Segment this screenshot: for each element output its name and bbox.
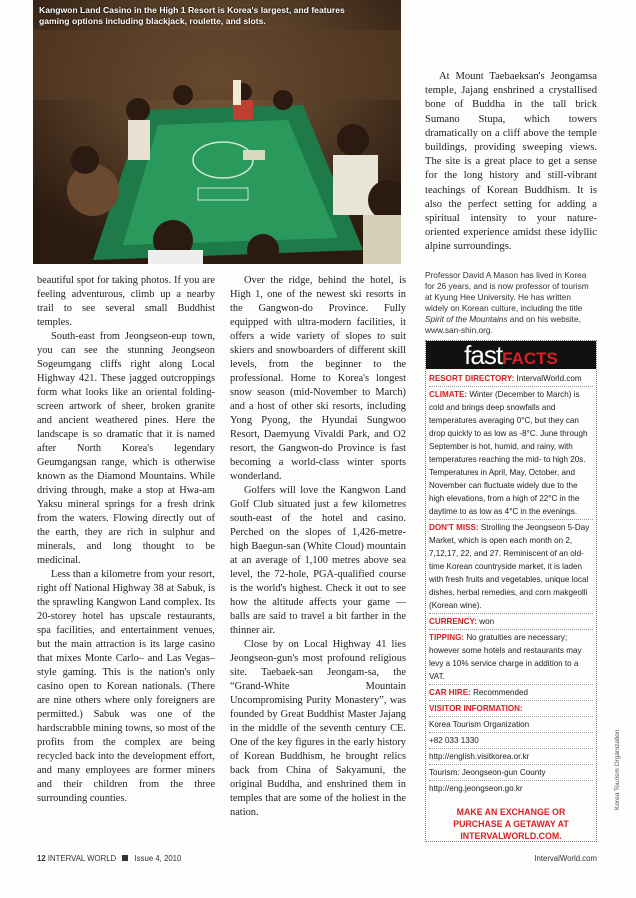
fast-facts-header [426,341,596,369]
resort-directory-value: IntervalWorld.com [516,374,582,383]
car-hire-label: CAR HIRE: [429,688,471,697]
visitor-line: Tourism: Jeongseon-gun County [429,765,593,781]
paragraph: Over the ridge, behind the hotel, is High 1, one of the newest ski resorts in the Gangwon-do Province. Fully equipped with ultra-modern facilities, it offers a wide variety of slopes to suit skiers and snowboarders of different skill levels, from the beginner to the professional. Home to Korea's longest snow season (mid-November to March) and a host of other ski resorts, including Yong Pyong, the Hyundai Sungwoo Resort, Daemyung Vivaldi Park, and O2 resort, the Gangwon-do Province is fast becoming a world-class winter sports wonderland. [230,275,406,482]
resort-directory [429,371,593,387]
footer-website[interactable]: IntervalWorld.com [534,854,597,863]
visitor-information [429,701,593,717]
visitor-link[interactable]: http://english.visitkorea.or.kr [429,749,593,765]
article-column-2 [230,274,406,820]
casino-illustration [33,0,401,264]
climate-label: CLIMATE: [429,390,468,399]
fast-facts-title-fast: fast [464,340,503,370]
photo-caption: Kangwon Land Casino in the High 1 Resort is Korea's largest, and features gaming options including blackjack, roulette, and slots. [39,5,345,26]
page-number: 12 [37,854,46,863]
climate-value: Winter (December to March) is cold and brings deep snowfalls and temperatures averaging 0°C, but they can drop quickly to as low as -8°C. June through September is hot, humid, and rainy, with temperatures reaching the mid- to high 20s. Temperatures in April, May, October, and November can fluctuate widely due to the high elevations, from a high of 22°C in the daytime to as low as 4°C in the evenings. [429,390,588,516]
bio-tail: and on his website, www.san-shin.org. [425,314,581,335]
currency-label: CURRENCY: [429,617,477,626]
paragraph: Golfers will love the Kangwon Land Golf Club situated just a few kilometres south-east of the hotel and casino. Perched on the slopes of 1,426-metre-high Baegun-san (White Cloud) mountain at an average of 1,100 metres above sea level, the 72-hole, PGA-qualified course is the world's highest. Check it out to see how the altitude affects your game — balls are said to travel a bit farther in the thinner air. [230,485,406,636]
paragraph: Close by on Local Highway 41 lies Jeongseon-gun's most profound religious site. Taebaek-san Jeongam-sa, the “Grand-White Mountain Uncompromising Purity Monastery”, was founded by Great Buddhist Master Jajang in the middle of the seventh century CE. One of the key figures in the early history of Korean Buddhism, he brought relics back from China of Sakyamuni, the original Buddha, and enshrined them in temples that are some of the holiest in the nation. [230,639,406,818]
author-bio [425,270,595,336]
cta-exchange-link[interactable] [429,806,593,842]
dont-miss-value: Strolling the Jeongseon 5-Day Market, which is open each month on 2, 7,12,17, 22, and 27. Reminiscent of an old-time Korean countryside market, it is laden with fresh fruits and vegetables, unique local dishes, herbal remedies, and corn makgeolli (Korean wine). [429,523,590,610]
car-hire [429,685,593,701]
tipping [429,630,593,685]
page-footer [37,854,597,863]
cta-line: INTERVALWORLD.COM. [460,831,562,841]
tipping-value: No gratuities are necessary; however some hotels and restaurants may levy a 10% service charge in addition to a VAT. [429,633,582,681]
resort-directory-label: RESORT DIRECTORY: [429,374,515,383]
casino-photo [33,0,401,264]
fast-facts-title-facts: FACTS [502,349,558,368]
magazine-name: INTERVAL WORLD [47,854,117,863]
dont-miss-label: DON'T MISS: [429,523,479,532]
cta-line: MAKE AN EXCHANGE OR [456,807,566,817]
currency-value: won [479,617,495,626]
paragraph: beautiful spot for taking photos. If you are feeling adventurous, climb up a nearby trail to see several small Buddhist temples. [37,275,215,328]
visitor-information-label: VISITOR INFORMATION: [429,704,523,713]
currency [429,614,593,630]
visitor-line: Korea Tourism Organization [429,717,593,733]
paragraph: At Mount Taebaeksan's Jeongamsa temple, Jajang enshrined a crystallised bone of Buddha in the tall brick Sumano Stupa, which towers dramatically on a cliff above the temple buildings, providing sweeping views. The site is a great place to get a sense for the long history and still-vibrant teachings of Korean Buddhism. It is also the perfect setting for adding a spiritual intensity to your nature-oriented experience amidst these idyllic alpine surroundings. [425,71,597,253]
photo-credit: Korea Tourism Organization [614,729,621,810]
tipping-label: TIPPING: [429,633,465,642]
article-column-1 [37,274,215,806]
issue-label: Issue 4, 2010 [134,854,182,863]
dont-miss [429,520,593,614]
cta-line: PURCHASE A GETAWAY AT [453,819,569,829]
fast-facts-box [425,340,597,842]
paragraph: Less than a kilometre from your resort, right off National Highway 38 at Sabuk, is the sprawling Kangwon Land complex. Its 20-storey hotel has upscale restaurants, spa facilities, and entertainment venues, but the main attraction is its large casino that mixes Monte Carlo– and Las Vegas–style gaming. This is the nation's only casino open to Korean nationals. (There are nine others where only foreigners are permitted.) Sabuk was one of the hardscrabble mining towns, so most of the profits from the complex are being recycled back into the development effort, and many employees are former miners and their children from the three surrounding counties. [37,569,215,804]
visitor-line: +82 033 1330 [429,733,593,749]
climate [429,387,593,520]
separator-square-icon [122,855,128,861]
article-column-3 [425,70,597,255]
bio-text: Professor David A Mason has lived in Korea for 26 years, and is now professor of tourism at Kyung Hee University. He has written widely on Korean culture, including the title [425,270,589,313]
bio-book-title: Spirit of the Mountains [425,314,508,324]
paragraph: South-east from Jeongseon-eup town, you can see the stunning Jeongseon Sogeumgang cliffs right along Local Highway 421. These jagged outcroppings form what looks like an oriental folding-screen artwork of sheer, broken granite and ancient weathered pines. Here the landscape is so dramatic that it is named after North Korea's legendary Geumgangsan range, which is otherwise known as the Diamond Mountains. While driving through, make a stop at Hwa-am Yaksu mineral springs for a fresh drink from the waters. Flowing directly out of the earth, they are rich in sulphur and minerals, and long thought to be medicinal. [37,331,215,566]
car-hire-value: Recommended [473,688,528,697]
visitor-link[interactable]: http://eng.jeongseon.go.kr [429,784,523,793]
